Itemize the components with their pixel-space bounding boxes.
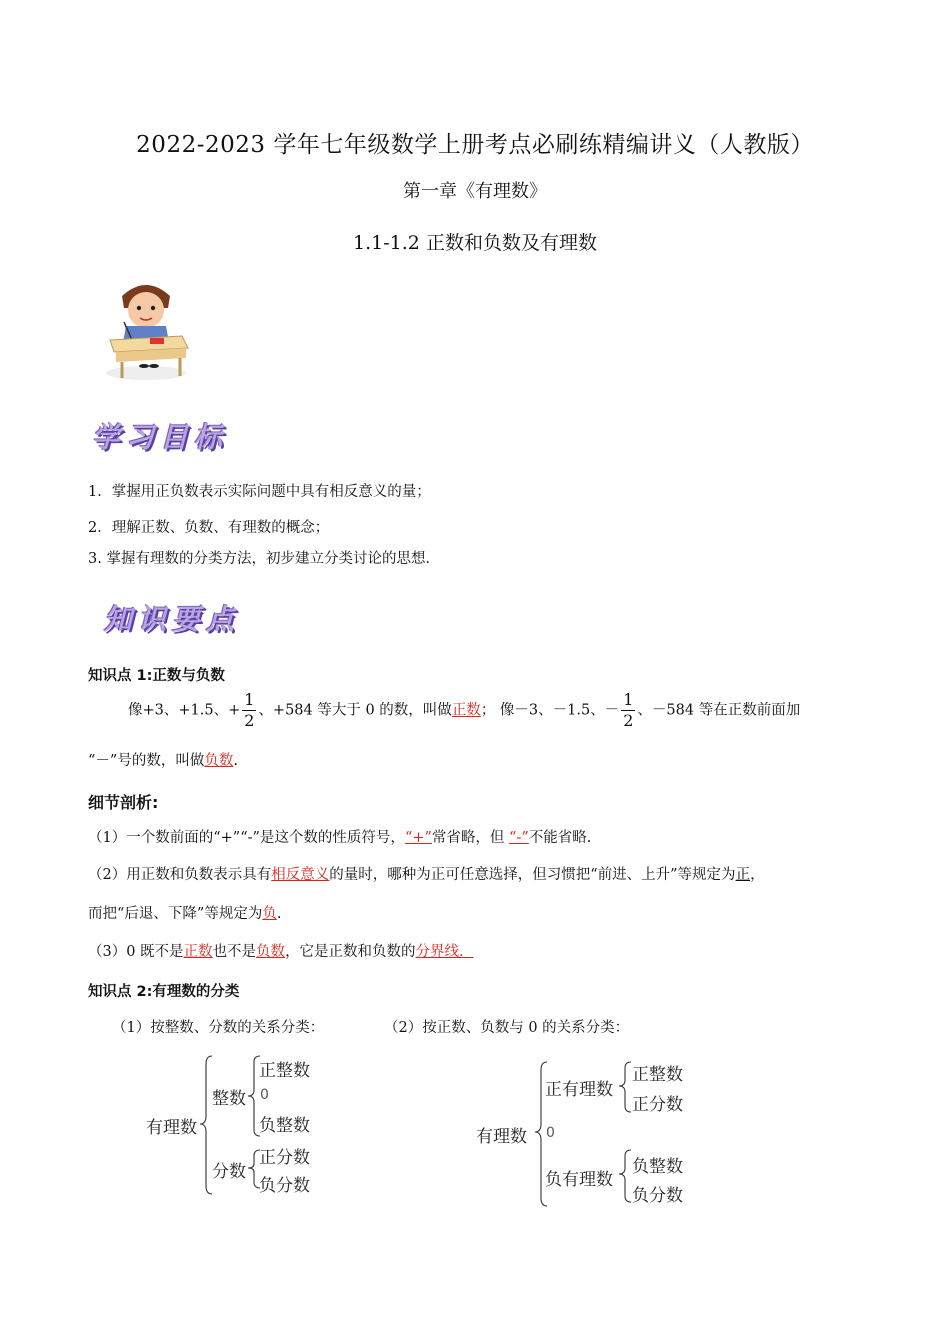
plus-sign-term: “+” [404,830,432,846]
fraction-numerator: 1 [623,690,634,709]
tree2-root: 有理数 [476,1127,527,1147]
kp1-text-a: 像+3、+1.5、+ [128,702,241,719]
objective-2: 2．理解正数、负数、有理数的概念； [88,520,330,536]
negative-term: 负 [262,906,277,922]
kp2-subheading-2: （2）按正数、负数与 0 的关系分类： [384,1020,630,1036]
tree2-positive-integer: 正整数 [632,1065,683,1085]
detail-item-2-text-d: 而把“后退、下降”等规定为 [88,906,263,922]
kp1-text-d: 、－584 等在正数前面加 [637,702,801,719]
detail-item-2-text-b: 的量时，哪种为正可任意选择，但习惯把“前进、上升”等规定为 [329,867,736,883]
detail-item-2-text-e: . [276,906,282,922]
detail-item-2-text: （2）用正数和负数表示具有 [88,867,272,883]
detail-heading: 细节剖析: [88,793,159,812]
tree2-negative-fraction: 负分数 [632,1186,683,1206]
detail-item-3 [88,940,474,964]
positive-number-term: 正数 [451,702,481,719]
tree1-positive-fraction: 正分数 [259,1148,310,1168]
kp1-paragraph-line1 [128,692,918,729]
detail-item-3-text-c: ，它是正数和负数的 [285,944,416,960]
opposite-meaning-term: 相反意义 [271,867,330,883]
kp2-subheading-1: （1）按整数、分数的关系分类： [112,1020,325,1036]
kp1-text-c: ； 像－3、－1.5、－ [480,702,620,719]
section-title: 1.1-1.2 正数和负数及有理数 [353,232,597,254]
tree1-negative-integer: 负整数 [259,1116,310,1136]
kp1-text-b: 、+584 等大于 0 的数，叫做 [258,702,452,719]
kp1-text-e: “－”号的数，叫做 [88,753,205,769]
fraction-numerator: 1 [244,690,255,709]
objective-3: 3. 掌握有理数的分类方法，初步建立分类讨论的思想． [88,551,440,567]
objectives-badge: 学习目标 [92,421,229,454]
detail-item-3-text-b: 也不是 [212,944,257,960]
tree1-zero: 0 [260,1087,269,1103]
detail-item-2 [88,863,765,887]
tree2-negative-integer: 负整数 [632,1157,683,1177]
positive-number-term-2: 正数 [183,944,213,960]
detail-item-2-line2 [88,902,281,926]
kp1-paragraph-line2 [88,749,238,773]
student-illustration [100,278,192,382]
tree2-positive-rational: 正有理数 [545,1080,613,1100]
objective-1: 1．掌握用正负数表示实际问题中具有相反意义的量； [88,484,431,500]
chapter-title: 第一章《有理数》 [403,181,547,202]
tree1-negative-fraction: 负分数 [259,1176,310,1196]
detail-item-1-text-b: 常省略，但 [431,830,510,846]
tree2-negative-rational: 负有理数 [545,1170,613,1190]
fraction-half [242,692,256,729]
document-title: 2022-2023 学年七年级数学上册考点必刷练精编讲义（人教版） [136,132,814,158]
negative-number-term: 负数 [204,753,234,769]
detail-item-3-text: （3）0 既不是 [88,944,184,960]
positive-term: 正 [735,867,751,883]
fraction-denominator: 2 [623,711,634,730]
minus-sign-term: “-” [509,830,529,846]
boundary-term: 分界线． [415,944,474,960]
fraction-half-negative [621,692,635,729]
tree1-fraction: 分数 [212,1162,246,1182]
kp1-text-f: . [233,753,238,769]
tree1-integer: 整数 [212,1089,246,1109]
kp1-heading: 知识点 1:正数与负数 [88,668,225,684]
detail-item-1 [88,826,591,850]
tree2-zero: 0 [546,1125,555,1141]
detail-item-1-text-c: 不能省略. [528,830,592,846]
fraction-denominator: 2 [244,711,255,730]
kp2-heading: 知识点 2:有理数的分类 [88,984,240,1000]
tree1-positive-integer: 正整数 [259,1061,310,1081]
detail-item-2-text-c: ， [750,867,765,883]
negative-number-term-2: 负数 [256,944,286,960]
keypoints-badge: 知识要点 [104,603,241,636]
detail-item-1-text: （1）一个数前面的“+”“-”是这个数的性质符号， [88,830,405,846]
tree1-root: 有理数 [146,1118,197,1138]
tree2-positive-fraction: 正分数 [632,1095,683,1115]
